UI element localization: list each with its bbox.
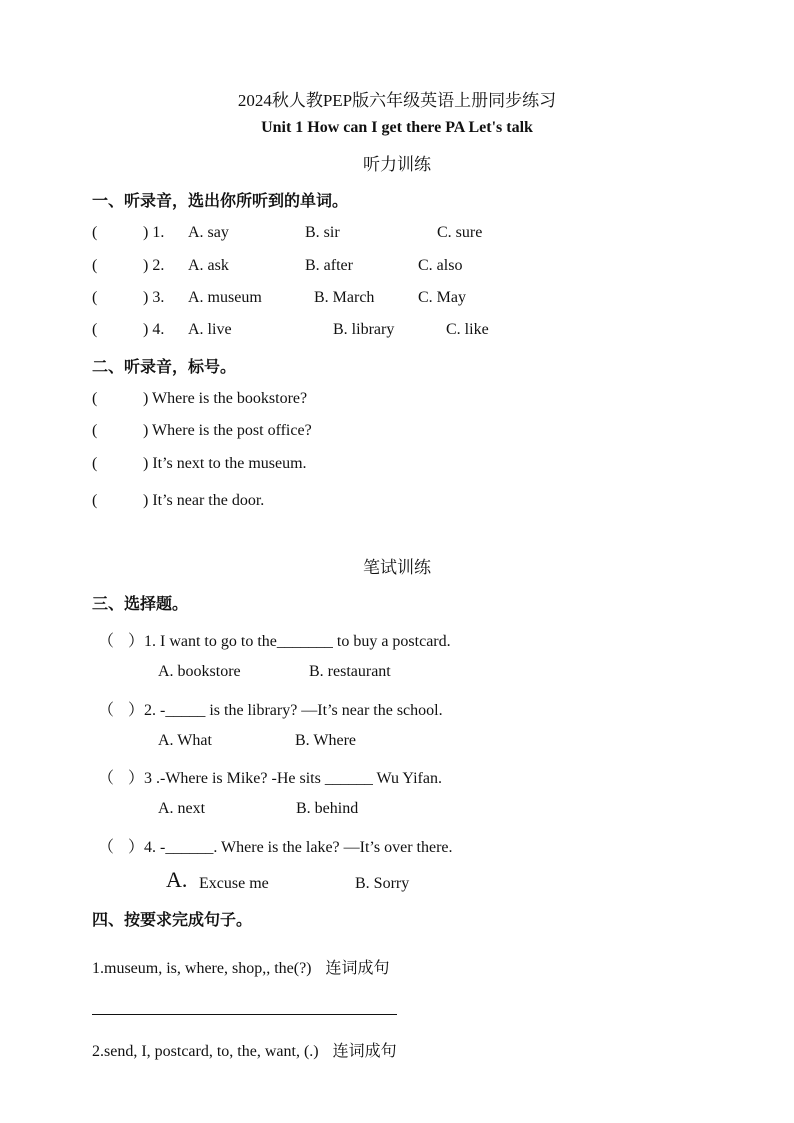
option-b: B. sir	[305, 224, 340, 241]
option-b: B. library	[333, 321, 395, 338]
option-a: Excuse me	[199, 875, 269, 892]
option-a: A. live	[188, 321, 232, 338]
answer-paren: (	[92, 455, 98, 472]
option-c: C. also	[418, 257, 463, 274]
answer-paren: （	[98, 770, 115, 787]
option-b: B. behind	[296, 800, 359, 817]
sentence-task	[92, 955, 390, 978]
sentence-task	[92, 1038, 397, 1061]
answer-paren: （	[98, 702, 115, 719]
option-a: A. bookstore	[158, 663, 241, 680]
question-text: ）4. -______. Where is the lake? —It’s over there.	[128, 839, 453, 856]
option-a: A. next	[158, 800, 206, 817]
question-text: ）2. -_____ is the library? —It’s near the school.	[128, 702, 443, 719]
option-b: B. March	[314, 289, 375, 306]
option-a: A. say	[188, 224, 229, 241]
item-number: ) 1.	[143, 224, 165, 241]
option-b: B. after	[305, 257, 353, 274]
option-a: A. ask	[188, 257, 229, 274]
item-number: ) 4.	[143, 321, 165, 338]
unit-title: Unit 1 How can I get there PA Let's talk	[261, 119, 533, 136]
item-text: ) Where is the post office?	[143, 422, 312, 439]
answer-paren: （	[98, 839, 115, 856]
written-section-heading: 笔试训练	[363, 558, 431, 578]
part1-heading: 一、听录音，选出你所听到的单词。	[92, 191, 349, 210]
answer-paren: (	[92, 422, 98, 439]
option-b: B. restaurant	[309, 663, 391, 680]
option-b: B. Where	[295, 732, 357, 749]
listening-section-heading: 听力训练	[363, 155, 431, 175]
item-text: ) It’s near the door.	[143, 492, 265, 509]
option-c: C. like	[446, 321, 489, 338]
part4-heading: 四、按要求完成句子。	[92, 910, 253, 929]
option-b: B. Sorry	[355, 875, 410, 892]
item-number: ) 2.	[143, 257, 165, 274]
answer-paren: (	[92, 390, 98, 407]
question-text: ）1. I want to go to the_______ to buy a postcard.	[128, 633, 451, 650]
answer-paren: (	[92, 257, 98, 274]
task-instruction: 连词成句	[332, 1041, 397, 1060]
item-text: ) It’s next to the museum.	[143, 455, 307, 472]
word-list: 1.museum, is, where, shop,, the(?)	[92, 960, 312, 977]
option-a: A. What	[158, 732, 212, 749]
word-list: 2.send, I, postcard, to, the, want, (.)	[92, 1043, 319, 1060]
option-a: A. museum	[188, 289, 262, 306]
answer-paren: （	[98, 633, 115, 650]
question-text: ）3 .-Where is Mike? -He sits ______ Wu Yifan.	[128, 770, 442, 787]
answer-line[interactable]	[92, 1014, 397, 1015]
answer-paren: (	[92, 492, 98, 509]
task-instruction: 连词成句	[325, 958, 390, 977]
document-title: 2024秋人教PEP版六年级英语上册同步练习	[237, 91, 557, 110]
option-a-letter: A.	[166, 867, 188, 892]
answer-paren: (	[92, 321, 98, 338]
part3-heading: 三、选择题。	[92, 594, 189, 613]
option-c: C. May	[418, 289, 466, 306]
item-number: ) 3.	[143, 289, 165, 306]
option-c: C. sure	[437, 224, 483, 241]
answer-paren: (	[92, 289, 98, 306]
part2-heading: 二、听录音，标号。	[92, 357, 237, 376]
item-text: ) Where is the bookstore?	[143, 390, 308, 407]
answer-paren: (	[92, 224, 98, 241]
